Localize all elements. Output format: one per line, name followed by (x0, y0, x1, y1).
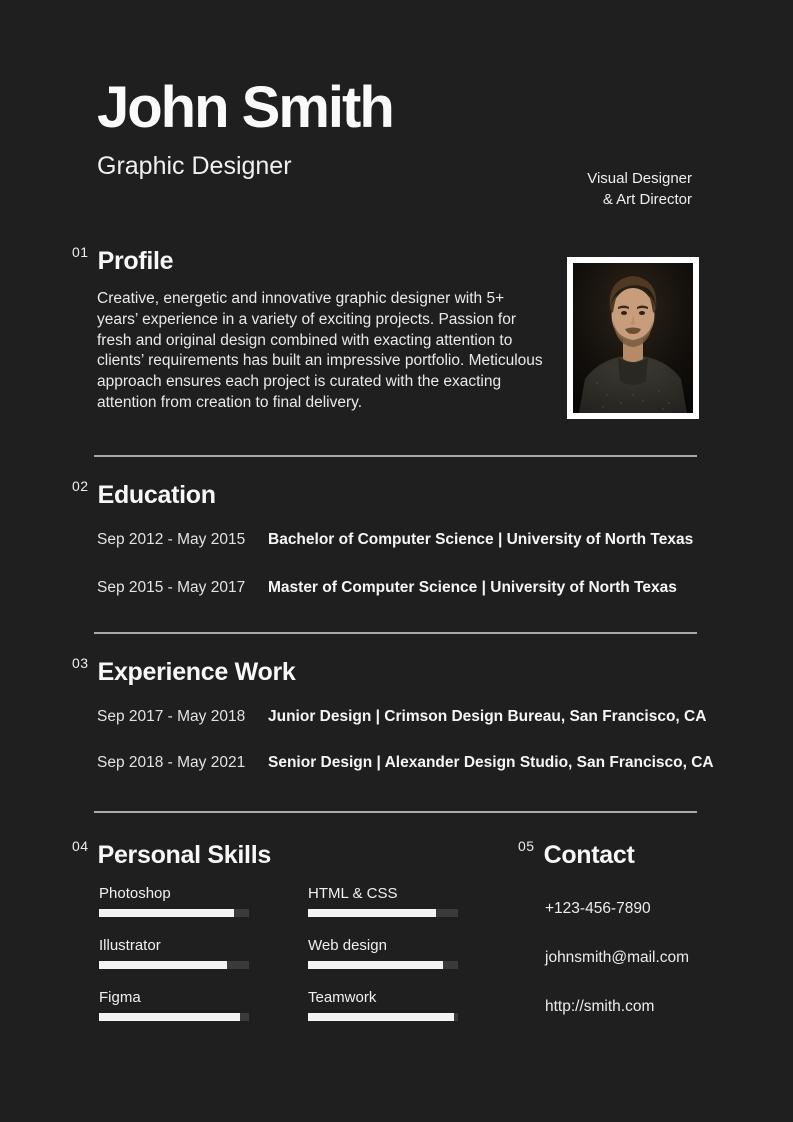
education-row (97, 578, 677, 597)
section-profile (72, 244, 543, 411)
experience-heading (72, 655, 752, 687)
section-title: Personal Skills (97, 841, 271, 869)
section-title: Experience Work (97, 658, 296, 686)
education-dates: Sep 2012 - May 2015 (97, 531, 246, 548)
skill-item (99, 937, 249, 969)
section-title: Contact (543, 841, 635, 869)
section-title: Education (97, 481, 216, 509)
divider-3 (94, 811, 697, 813)
skill-item (308, 885, 458, 917)
section-contact (518, 838, 738, 1058)
contact-phone: +123-456-7890 (545, 900, 651, 917)
skill-level-bar (308, 1013, 458, 1021)
skill-level-fill (308, 1013, 454, 1021)
person-name: John Smith (97, 75, 393, 140)
skill-level-bar (308, 961, 458, 969)
skill-level-bar (308, 909, 458, 917)
portrait-photo-image (573, 263, 693, 413)
experience-row (97, 753, 714, 772)
section-skills (72, 838, 518, 1058)
divider-1 (94, 455, 697, 457)
skill-label: Illustrator (99, 937, 161, 954)
skill-level-bar (99, 1013, 249, 1021)
contact-list (545, 899, 689, 1046)
skill-level-fill (308, 909, 436, 917)
skill-item (99, 989, 249, 1021)
profile-heading (72, 244, 173, 276)
skill-level-bar (99, 961, 249, 969)
education-heading (72, 478, 722, 510)
contact-email: johnsmith@mail.com (545, 949, 690, 966)
skill-label: Teamwork (308, 989, 377, 1006)
skill-item (99, 885, 249, 917)
divider-2 (94, 632, 697, 634)
skill-item (308, 937, 458, 969)
profile-summary: Creative, energetic and innovative graphic designer with 5+ years’ experience in a variety of exciting projects. Passion for fresh and original design combined with exacting attention to clients’ requirements has built an impressive portfolio. Meticulous approach ensures each project is curated with the exacting attention from creation to final delivery. (97, 290, 543, 411)
experience-description: Junior Design | Crimson Design Bureau, San Francisco, CA (268, 708, 707, 725)
skill-label: Web design (308, 937, 387, 954)
skill-level-fill (99, 909, 234, 917)
education-dates: Sep 2015 - May 2017 (97, 579, 246, 596)
tagline-line-1: Visual Designer (587, 170, 692, 187)
skill-level-fill (99, 961, 227, 969)
section-experience (72, 655, 752, 805)
tagline (587, 168, 692, 210)
education-description: Master of Computer Science | University of North Texas (268, 579, 677, 596)
skill-level-fill (99, 1013, 240, 1021)
skill-label: Photoshop (99, 885, 171, 902)
skills-column-right (308, 885, 458, 1041)
section-number: 01 (72, 244, 89, 260)
education-row (97, 530, 693, 549)
section-number: 03 (72, 655, 89, 671)
skill-level-fill (308, 961, 443, 969)
tagline-line-2: & Art Director (602, 191, 692, 208)
section-title: Profile (97, 247, 174, 275)
experience-description: Senior Design | Alexander Design Studio, San Francisco, CA (268, 754, 714, 771)
section-number: 02 (72, 478, 89, 494)
experience-dates: Sep 2018 - May 2021 (97, 754, 246, 771)
section-education (72, 478, 722, 628)
section-number: 05 (518, 838, 535, 854)
section-number: 04 (72, 838, 89, 854)
skill-level-bar (99, 909, 249, 917)
skills-heading (72, 838, 518, 870)
contact-heading (518, 838, 738, 870)
education-description: Bachelor of Computer Science | University of North Texas (268, 531, 694, 548)
profile-photo (567, 257, 699, 419)
skill-label: HTML & CSS (308, 885, 398, 902)
skill-label: Figma (99, 989, 141, 1006)
experience-dates: Sep 2017 - May 2018 (97, 708, 246, 725)
person-role: Graphic Designer (97, 152, 292, 180)
experience-row (97, 707, 706, 726)
skill-item (308, 989, 458, 1021)
contact-website: http://smith.com (545, 998, 655, 1015)
skills-column-left (99, 885, 249, 1041)
